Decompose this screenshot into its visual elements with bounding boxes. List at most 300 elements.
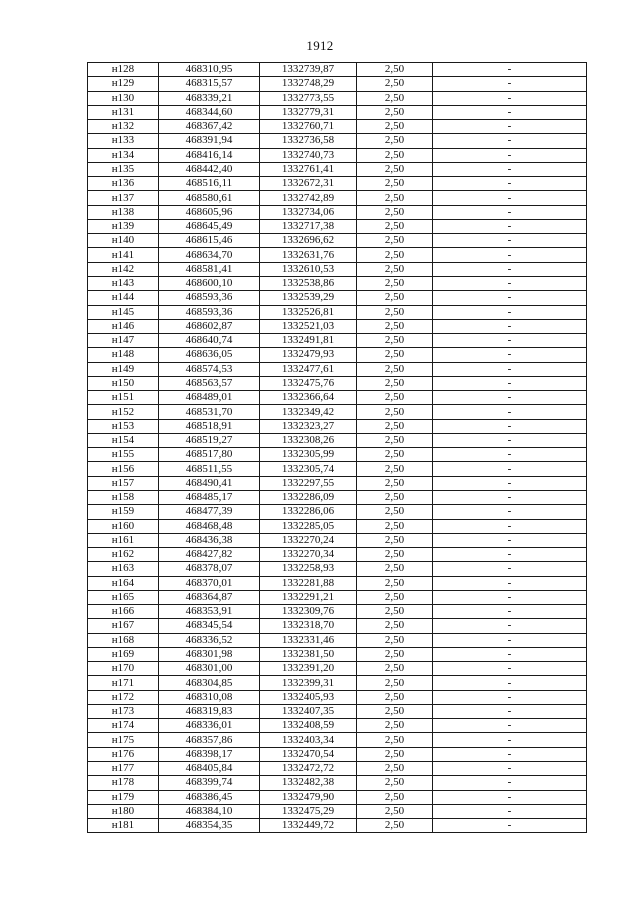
y-coordinate-cell: 1332475,29 bbox=[260, 804, 357, 818]
x-coordinate-cell: 468442,40 bbox=[159, 162, 260, 176]
note-cell: - bbox=[433, 391, 587, 405]
error-value-cell: 2,50 bbox=[357, 462, 433, 476]
note-cell: - bbox=[433, 63, 587, 77]
note-cell: - bbox=[433, 262, 587, 276]
x-coordinate-cell: 468634,70 bbox=[159, 248, 260, 262]
y-coordinate-cell: 1332305,99 bbox=[260, 448, 357, 462]
x-coordinate-cell: 468319,83 bbox=[159, 704, 260, 718]
x-coordinate-cell: 468490,41 bbox=[159, 476, 260, 490]
x-coordinate-cell: 468640,74 bbox=[159, 334, 260, 348]
error-value-cell: 2,50 bbox=[357, 177, 433, 191]
point-id-cell: н136 bbox=[88, 177, 159, 191]
error-value-cell: 2,50 bbox=[357, 519, 433, 533]
error-value-cell: 2,50 bbox=[357, 804, 433, 818]
y-coordinate-cell: 1332475,76 bbox=[260, 376, 357, 390]
error-value-cell: 2,50 bbox=[357, 105, 433, 119]
note-cell: - bbox=[433, 762, 587, 776]
note-cell: - bbox=[433, 77, 587, 91]
y-coordinate-cell: 1332696,62 bbox=[260, 234, 357, 248]
point-id-cell: н175 bbox=[88, 733, 159, 747]
table-row bbox=[88, 505, 587, 519]
y-coordinate-cell: 1332739,87 bbox=[260, 63, 357, 77]
table-row bbox=[88, 391, 587, 405]
point-id-cell: н178 bbox=[88, 776, 159, 790]
point-id-cell: н180 bbox=[88, 804, 159, 818]
table-row bbox=[88, 419, 587, 433]
point-id-cell: н173 bbox=[88, 704, 159, 718]
note-cell: - bbox=[433, 433, 587, 447]
x-coordinate-cell: 468581,41 bbox=[159, 262, 260, 276]
y-coordinate-cell: 1332270,34 bbox=[260, 548, 357, 562]
table-row bbox=[88, 319, 587, 333]
table-row bbox=[88, 63, 587, 77]
table-row bbox=[88, 262, 587, 276]
error-value-cell: 2,50 bbox=[357, 490, 433, 504]
x-coordinate-cell: 468336,01 bbox=[159, 719, 260, 733]
x-coordinate-cell: 468370,01 bbox=[159, 576, 260, 590]
table-row bbox=[88, 633, 587, 647]
error-value-cell: 2,50 bbox=[357, 548, 433, 562]
note-cell: - bbox=[433, 191, 587, 205]
y-coordinate-cell: 1332482,38 bbox=[260, 776, 357, 790]
y-coordinate-cell: 1332521,03 bbox=[260, 319, 357, 333]
error-value-cell: 2,50 bbox=[357, 63, 433, 77]
x-coordinate-cell: 468519,27 bbox=[159, 433, 260, 447]
x-coordinate-cell: 468574,53 bbox=[159, 362, 260, 376]
note-cell: - bbox=[433, 162, 587, 176]
note-cell: - bbox=[433, 676, 587, 690]
error-value-cell: 2,50 bbox=[357, 134, 433, 148]
error-value-cell: 2,50 bbox=[357, 647, 433, 661]
error-value-cell: 2,50 bbox=[357, 704, 433, 718]
point-id-cell: н176 bbox=[88, 747, 159, 761]
x-coordinate-cell: 468531,70 bbox=[159, 405, 260, 419]
note-cell: - bbox=[433, 248, 587, 262]
x-coordinate-cell: 468489,01 bbox=[159, 391, 260, 405]
error-value-cell: 2,50 bbox=[357, 505, 433, 519]
table-row bbox=[88, 448, 587, 462]
note-cell: - bbox=[433, 576, 587, 590]
note-cell: - bbox=[433, 662, 587, 676]
table-row bbox=[88, 348, 587, 362]
y-coordinate-cell: 1332270,24 bbox=[260, 533, 357, 547]
note-cell: - bbox=[433, 519, 587, 533]
table-row bbox=[88, 690, 587, 704]
note-cell: - bbox=[433, 376, 587, 390]
x-coordinate-cell: 468301,00 bbox=[159, 662, 260, 676]
x-coordinate-cell: 468645,49 bbox=[159, 219, 260, 233]
table-row bbox=[88, 120, 587, 134]
y-coordinate-cell: 1332477,61 bbox=[260, 362, 357, 376]
error-value-cell: 2,50 bbox=[357, 291, 433, 305]
y-coordinate-cell: 1332742,89 bbox=[260, 191, 357, 205]
table-row bbox=[88, 177, 587, 191]
y-coordinate-cell: 1332399,31 bbox=[260, 676, 357, 690]
error-value-cell: 2,50 bbox=[357, 219, 433, 233]
point-id-cell: н137 bbox=[88, 191, 159, 205]
note-cell: - bbox=[433, 690, 587, 704]
y-coordinate-cell: 1332308,26 bbox=[260, 433, 357, 447]
table-row bbox=[88, 804, 587, 818]
y-coordinate-cell: 1332405,93 bbox=[260, 690, 357, 704]
point-id-cell: н141 bbox=[88, 248, 159, 262]
y-coordinate-cell: 1332285,05 bbox=[260, 519, 357, 533]
note-cell: - bbox=[433, 276, 587, 290]
error-value-cell: 2,50 bbox=[357, 305, 433, 319]
table-row bbox=[88, 376, 587, 390]
x-coordinate-cell: 468315,57 bbox=[159, 77, 260, 91]
table-row bbox=[88, 433, 587, 447]
x-coordinate-cell: 468636,05 bbox=[159, 348, 260, 362]
point-id-cell: н139 bbox=[88, 219, 159, 233]
x-coordinate-cell: 468378,07 bbox=[159, 562, 260, 576]
y-coordinate-cell: 1332538,86 bbox=[260, 276, 357, 290]
error-value-cell: 2,50 bbox=[357, 391, 433, 405]
note-cell: - bbox=[433, 619, 587, 633]
point-id-cell: н179 bbox=[88, 790, 159, 804]
x-coordinate-cell: 468436,38 bbox=[159, 533, 260, 547]
y-coordinate-cell: 1332305,74 bbox=[260, 462, 357, 476]
table-row bbox=[88, 519, 587, 533]
y-coordinate-cell: 1332761,41 bbox=[260, 162, 357, 176]
note-cell: - bbox=[433, 747, 587, 761]
note-cell: - bbox=[433, 134, 587, 148]
y-coordinate-cell: 1332309,76 bbox=[260, 605, 357, 619]
y-coordinate-cell: 1332736,58 bbox=[260, 134, 357, 148]
note-cell: - bbox=[433, 719, 587, 733]
note-cell: - bbox=[433, 91, 587, 105]
note-cell: - bbox=[433, 319, 587, 333]
point-id-cell: н158 bbox=[88, 490, 159, 504]
error-value-cell: 2,50 bbox=[357, 419, 433, 433]
y-coordinate-cell: 1332479,93 bbox=[260, 348, 357, 362]
table-row bbox=[88, 562, 587, 576]
x-coordinate-cell: 468304,85 bbox=[159, 676, 260, 690]
table-row bbox=[88, 405, 587, 419]
table-row bbox=[88, 747, 587, 761]
table-row bbox=[88, 704, 587, 718]
table-row bbox=[88, 219, 587, 233]
note-cell: - bbox=[433, 605, 587, 619]
table-row bbox=[88, 776, 587, 790]
note-cell: - bbox=[433, 105, 587, 119]
error-value-cell: 2,50 bbox=[357, 433, 433, 447]
table-row bbox=[88, 676, 587, 690]
y-coordinate-cell: 1332323,27 bbox=[260, 419, 357, 433]
point-id-cell: н129 bbox=[88, 77, 159, 91]
x-coordinate-cell: 468391,94 bbox=[159, 134, 260, 148]
y-coordinate-cell: 1332281,88 bbox=[260, 576, 357, 590]
error-value-cell: 2,50 bbox=[357, 619, 433, 633]
y-coordinate-cell: 1332779,31 bbox=[260, 105, 357, 119]
point-id-cell: н146 bbox=[88, 319, 159, 333]
table-row bbox=[88, 305, 587, 319]
point-id-cell: н172 bbox=[88, 690, 159, 704]
error-value-cell: 2,50 bbox=[357, 262, 433, 276]
table-row bbox=[88, 462, 587, 476]
table-row bbox=[88, 134, 587, 148]
y-coordinate-cell: 1332672,31 bbox=[260, 177, 357, 191]
table-row bbox=[88, 162, 587, 176]
y-coordinate-cell: 1332526,81 bbox=[260, 305, 357, 319]
error-value-cell: 2,50 bbox=[357, 448, 433, 462]
x-coordinate-cell: 468593,36 bbox=[159, 305, 260, 319]
table-row bbox=[88, 105, 587, 119]
point-id-cell: н153 bbox=[88, 419, 159, 433]
error-value-cell: 2,50 bbox=[357, 362, 433, 376]
x-coordinate-cell: 468301,98 bbox=[159, 647, 260, 661]
note-cell: - bbox=[433, 804, 587, 818]
point-id-cell: н135 bbox=[88, 162, 159, 176]
point-id-cell: н168 bbox=[88, 633, 159, 647]
note-cell: - bbox=[433, 548, 587, 562]
x-coordinate-cell: 468344,60 bbox=[159, 105, 260, 119]
note-cell: - bbox=[433, 590, 587, 604]
y-coordinate-cell: 1332391,20 bbox=[260, 662, 357, 676]
y-coordinate-cell: 1332349,42 bbox=[260, 405, 357, 419]
note-cell: - bbox=[433, 348, 587, 362]
x-coordinate-cell: 468310,95 bbox=[159, 63, 260, 77]
note-cell: - bbox=[433, 476, 587, 490]
error-value-cell: 2,50 bbox=[357, 248, 433, 262]
error-value-cell: 2,50 bbox=[357, 476, 433, 490]
page-number: 1912 bbox=[306, 38, 334, 53]
x-coordinate-cell: 468336,52 bbox=[159, 633, 260, 647]
table-row bbox=[88, 662, 587, 676]
x-coordinate-cell: 468384,10 bbox=[159, 804, 260, 818]
coordinates-table-body bbox=[88, 63, 587, 833]
error-value-cell: 2,50 bbox=[357, 276, 433, 290]
error-value-cell: 2,50 bbox=[357, 719, 433, 733]
y-coordinate-cell: 1332331,46 bbox=[260, 633, 357, 647]
note-cell: - bbox=[433, 120, 587, 134]
x-coordinate-cell: 468357,86 bbox=[159, 733, 260, 747]
table-row bbox=[88, 334, 587, 348]
error-value-cell: 2,50 bbox=[357, 605, 433, 619]
x-coordinate-cell: 468563,57 bbox=[159, 376, 260, 390]
error-value-cell: 2,50 bbox=[357, 790, 433, 804]
y-coordinate-cell: 1332286,06 bbox=[260, 505, 357, 519]
point-id-cell: н149 bbox=[88, 362, 159, 376]
x-coordinate-cell: 468518,91 bbox=[159, 419, 260, 433]
table-row bbox=[88, 619, 587, 633]
note-cell: - bbox=[433, 462, 587, 476]
error-value-cell: 2,50 bbox=[357, 533, 433, 547]
x-coordinate-cell: 468516,11 bbox=[159, 177, 260, 191]
point-id-cell: н133 bbox=[88, 134, 159, 148]
point-id-cell: н134 bbox=[88, 148, 159, 162]
note-cell: - bbox=[433, 219, 587, 233]
point-id-cell: н143 bbox=[88, 276, 159, 290]
y-coordinate-cell: 1332631,76 bbox=[260, 248, 357, 262]
x-coordinate-cell: 468517,80 bbox=[159, 448, 260, 462]
x-coordinate-cell: 468427,82 bbox=[159, 548, 260, 562]
y-coordinate-cell: 1332610,53 bbox=[260, 262, 357, 276]
point-id-cell: н177 bbox=[88, 762, 159, 776]
coordinates-table bbox=[87, 62, 587, 833]
table-row bbox=[88, 291, 587, 305]
error-value-cell: 2,50 bbox=[357, 120, 433, 134]
error-value-cell: 2,50 bbox=[357, 348, 433, 362]
x-coordinate-cell: 468367,42 bbox=[159, 120, 260, 134]
error-value-cell: 2,50 bbox=[357, 334, 433, 348]
point-id-cell: н171 bbox=[88, 676, 159, 690]
x-coordinate-cell: 468386,45 bbox=[159, 790, 260, 804]
point-id-cell: н145 bbox=[88, 305, 159, 319]
table-row bbox=[88, 790, 587, 804]
y-coordinate-cell: 1332760,71 bbox=[260, 120, 357, 134]
y-coordinate-cell: 1332286,09 bbox=[260, 490, 357, 504]
note-cell: - bbox=[433, 790, 587, 804]
x-coordinate-cell: 468602,87 bbox=[159, 319, 260, 333]
note-cell: - bbox=[433, 148, 587, 162]
note-cell: - bbox=[433, 490, 587, 504]
y-coordinate-cell: 1332472,72 bbox=[260, 762, 357, 776]
note-cell: - bbox=[433, 234, 587, 248]
table-row bbox=[88, 576, 587, 590]
x-coordinate-cell: 468399,74 bbox=[159, 776, 260, 790]
point-id-cell: н150 bbox=[88, 376, 159, 390]
point-id-cell: н161 bbox=[88, 533, 159, 547]
note-cell: - bbox=[433, 362, 587, 376]
point-id-cell: н156 bbox=[88, 462, 159, 476]
point-id-cell: н162 bbox=[88, 548, 159, 562]
x-coordinate-cell: 468416,14 bbox=[159, 148, 260, 162]
note-cell: - bbox=[433, 205, 587, 219]
table-row bbox=[88, 605, 587, 619]
error-value-cell: 2,50 bbox=[357, 576, 433, 590]
y-coordinate-cell: 1332297,55 bbox=[260, 476, 357, 490]
point-id-cell: н167 bbox=[88, 619, 159, 633]
point-id-cell: н163 bbox=[88, 562, 159, 576]
note-cell: - bbox=[433, 305, 587, 319]
table-row bbox=[88, 362, 587, 376]
x-coordinate-cell: 468405,84 bbox=[159, 762, 260, 776]
note-cell: - bbox=[433, 733, 587, 747]
y-coordinate-cell: 1332366,64 bbox=[260, 391, 357, 405]
x-coordinate-cell: 468593,36 bbox=[159, 291, 260, 305]
point-id-cell: н152 bbox=[88, 405, 159, 419]
table-row bbox=[88, 719, 587, 733]
error-value-cell: 2,50 bbox=[357, 162, 433, 176]
point-id-cell: н154 bbox=[88, 433, 159, 447]
point-id-cell: н132 bbox=[88, 120, 159, 134]
error-value-cell: 2,50 bbox=[357, 762, 433, 776]
point-id-cell: н147 bbox=[88, 334, 159, 348]
x-coordinate-cell: 468398,17 bbox=[159, 747, 260, 761]
x-coordinate-cell: 468580,61 bbox=[159, 191, 260, 205]
error-value-cell: 2,50 bbox=[357, 662, 433, 676]
point-id-cell: н160 bbox=[88, 519, 159, 533]
y-coordinate-cell: 1332491,81 bbox=[260, 334, 357, 348]
error-value-cell: 2,50 bbox=[357, 776, 433, 790]
x-coordinate-cell: 468615,46 bbox=[159, 234, 260, 248]
table-row bbox=[88, 590, 587, 604]
y-coordinate-cell: 1332258,93 bbox=[260, 562, 357, 576]
error-value-cell: 2,50 bbox=[357, 91, 433, 105]
point-id-cell: н159 bbox=[88, 505, 159, 519]
note-cell: - bbox=[433, 562, 587, 576]
x-coordinate-cell: 468605,96 bbox=[159, 205, 260, 219]
error-value-cell: 2,50 bbox=[357, 676, 433, 690]
error-value-cell: 2,50 bbox=[357, 234, 433, 248]
error-value-cell: 2,50 bbox=[357, 77, 433, 91]
error-value-cell: 2,50 bbox=[357, 590, 433, 604]
point-id-cell: н164 bbox=[88, 576, 159, 590]
note-cell: - bbox=[433, 647, 587, 661]
point-id-cell: н138 bbox=[88, 205, 159, 219]
y-coordinate-cell: 1332740,73 bbox=[260, 148, 357, 162]
y-coordinate-cell: 1332717,38 bbox=[260, 219, 357, 233]
y-coordinate-cell: 1332470,54 bbox=[260, 747, 357, 761]
note-cell: - bbox=[433, 704, 587, 718]
note-cell: - bbox=[433, 533, 587, 547]
x-coordinate-cell: 468345,54 bbox=[159, 619, 260, 633]
y-coordinate-cell: 1332734,06 bbox=[260, 205, 357, 219]
point-id-cell: н140 bbox=[88, 234, 159, 248]
note-cell: - bbox=[433, 633, 587, 647]
x-coordinate-cell: 468310,08 bbox=[159, 690, 260, 704]
note-cell: - bbox=[433, 405, 587, 419]
point-id-cell: н169 bbox=[88, 647, 159, 661]
point-id-cell: н131 bbox=[88, 105, 159, 119]
x-coordinate-cell: 468339,21 bbox=[159, 91, 260, 105]
error-value-cell: 2,50 bbox=[357, 405, 433, 419]
table-row bbox=[88, 819, 587, 833]
y-coordinate-cell: 1332318,70 bbox=[260, 619, 357, 633]
x-coordinate-cell: 468511,55 bbox=[159, 462, 260, 476]
error-value-cell: 2,50 bbox=[357, 562, 433, 576]
x-coordinate-cell: 468364,87 bbox=[159, 590, 260, 604]
table-row bbox=[88, 191, 587, 205]
y-coordinate-cell: 1332539,29 bbox=[260, 291, 357, 305]
note-cell: - bbox=[433, 819, 587, 833]
x-coordinate-cell: 468485,17 bbox=[159, 490, 260, 504]
y-coordinate-cell: 1332773,55 bbox=[260, 91, 357, 105]
table-row bbox=[88, 490, 587, 504]
y-coordinate-cell: 1332408,59 bbox=[260, 719, 357, 733]
error-value-cell: 2,50 bbox=[357, 205, 433, 219]
x-coordinate-cell: 468353,91 bbox=[159, 605, 260, 619]
y-coordinate-cell: 1332479,90 bbox=[260, 790, 357, 804]
point-id-cell: н165 bbox=[88, 590, 159, 604]
y-coordinate-cell: 1332291,21 bbox=[260, 590, 357, 604]
point-id-cell: н166 bbox=[88, 605, 159, 619]
error-value-cell: 2,50 bbox=[357, 148, 433, 162]
table-row bbox=[88, 77, 587, 91]
table-row bbox=[88, 476, 587, 490]
x-coordinate-cell: 468468,48 bbox=[159, 519, 260, 533]
y-coordinate-cell: 1332407,35 bbox=[260, 704, 357, 718]
point-id-cell: н157 bbox=[88, 476, 159, 490]
table-row bbox=[88, 533, 587, 547]
point-id-cell: н142 bbox=[88, 262, 159, 276]
point-id-cell: н174 bbox=[88, 719, 159, 733]
point-id-cell: н144 bbox=[88, 291, 159, 305]
error-value-cell: 2,50 bbox=[357, 690, 433, 704]
note-cell: - bbox=[433, 291, 587, 305]
point-id-cell: н151 bbox=[88, 391, 159, 405]
table-row bbox=[88, 248, 587, 262]
table-row bbox=[88, 91, 587, 105]
table-row bbox=[88, 148, 587, 162]
y-coordinate-cell: 1332381,50 bbox=[260, 647, 357, 661]
error-value-cell: 2,50 bbox=[357, 376, 433, 390]
table-row bbox=[88, 647, 587, 661]
error-value-cell: 2,50 bbox=[357, 819, 433, 833]
table-row bbox=[88, 234, 587, 248]
y-coordinate-cell: 1332748,29 bbox=[260, 77, 357, 91]
